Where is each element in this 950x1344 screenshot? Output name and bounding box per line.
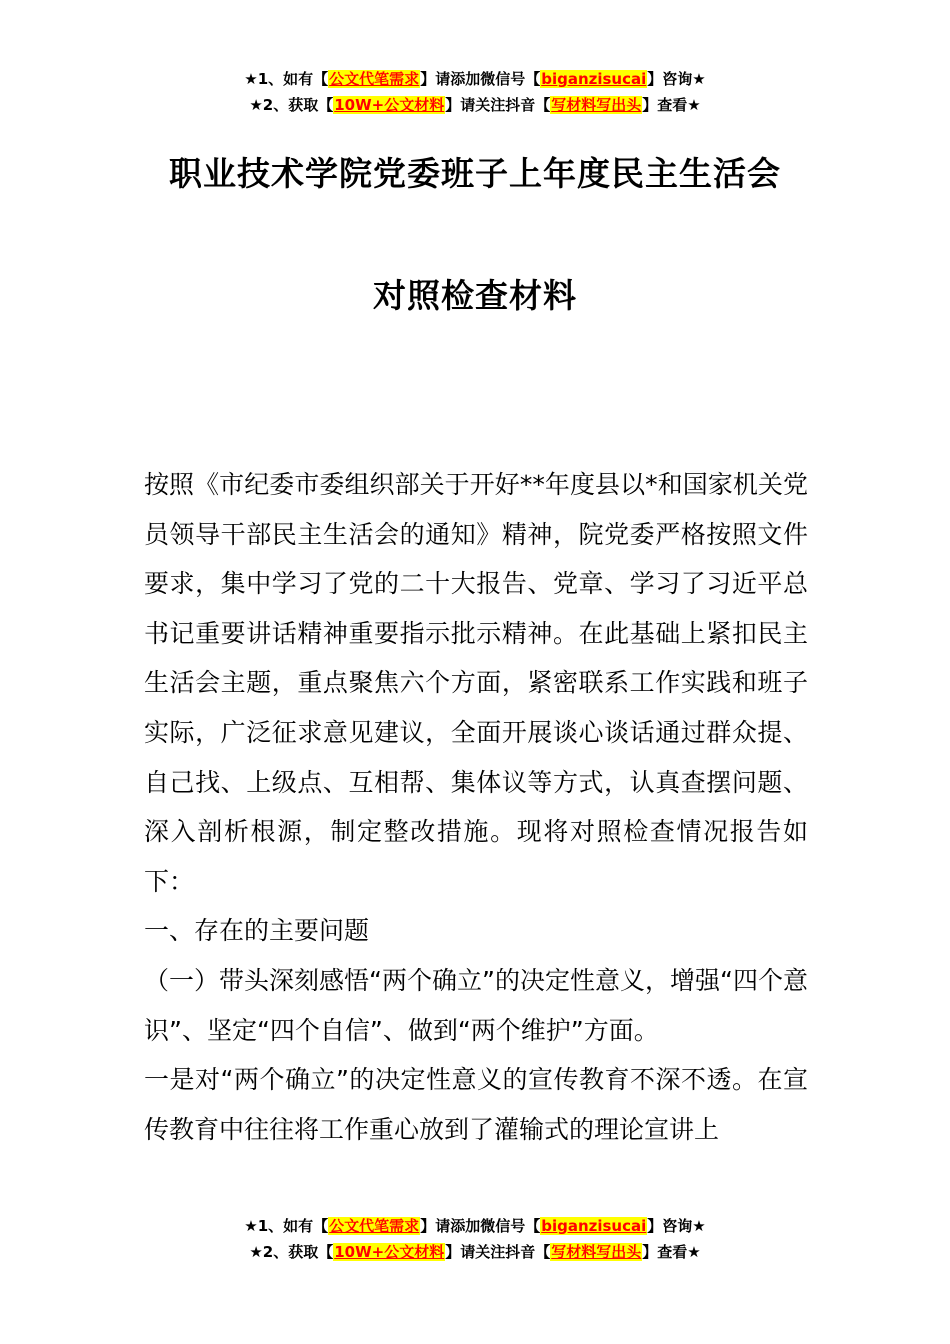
document-title-line-2: 对照检查材料	[373, 276, 577, 315]
highlight-service: 公文代笔需求	[329, 70, 420, 88]
banner-text: 】查看★	[642, 96, 701, 114]
document-title-line-1: 职业技术学院党委班子上年度民主生活会	[169, 154, 781, 193]
document-body	[144, 460, 808, 1154]
banner-text: 】请关注抖音【	[445, 1243, 551, 1261]
highlight-douyin: 写材料写出头	[551, 1243, 642, 1261]
header-banner	[0, 66, 950, 118]
body-paragraph-intro: 按照《市纪委市委组织部关于开好**年度县以*和国家机关党员领导干部民主生活会的通知》精神，院党委严格按照文件要求，集中学习了党的二十大报告、党章、学习了习近平总书记重要讲话精神重要指示批示精神。在此基础上紧扣民主生活会主题，重点聚焦六个方面，紧密联系工作实践和班子实际，广泛征求意见建议，全面开展谈心谈话通过群众提、自己找、上级点、互相帮、集体议等方式，认真查摆问题、深入剖析根源，制定整改措施。现将对照检查情况报告如下：	[144, 470, 808, 896]
banner-text: 】咨询★	[647, 1217, 706, 1235]
highlight-wechat-id: biganzisucai	[541, 1217, 647, 1235]
banner-line-1	[0, 1213, 950, 1239]
highlight-service: 公文代笔需求	[329, 1217, 420, 1235]
banner-text: 】咨询★	[647, 70, 706, 88]
banner-line-2	[0, 1239, 950, 1265]
highlight-materials: 10W+公文材料	[334, 1243, 445, 1261]
banner-line-1	[0, 66, 950, 92]
section-heading: 一、存在的主要问题	[144, 916, 370, 946]
banner-text: 】请关注抖音【	[445, 96, 551, 114]
banner-text: ★2、获取【	[249, 1243, 334, 1261]
highlight-wechat-id: biganzisucai	[541, 70, 647, 88]
footer-banner	[0, 1213, 950, 1265]
body-paragraph: 一是对“两个确立”的决定性意义的宣传教育不深不透。在宣传教育中往往将工作重心放到了灌输式的理论宣讲上	[144, 1065, 808, 1144]
highlight-materials: 10W+公文材料	[334, 96, 445, 114]
banner-text: 】请添加微信号【	[420, 1217, 541, 1235]
banner-text: ★2、获取【	[249, 96, 334, 114]
banner-text: ★1、如有【	[244, 70, 329, 88]
banner-text: ★1、如有【	[244, 1217, 329, 1235]
subsection-heading: （一）带头深刻感悟“两个确立”的决定性意义，增强“四个意识”、坚定“四个自信”、做到“两个维护”方面。	[144, 965, 808, 1045]
banner-text: 】请添加微信号【	[420, 70, 541, 88]
banner-line-2	[0, 92, 950, 118]
banner-text: 】查看★	[642, 1243, 701, 1261]
highlight-douyin: 写材料写出头	[551, 96, 642, 114]
